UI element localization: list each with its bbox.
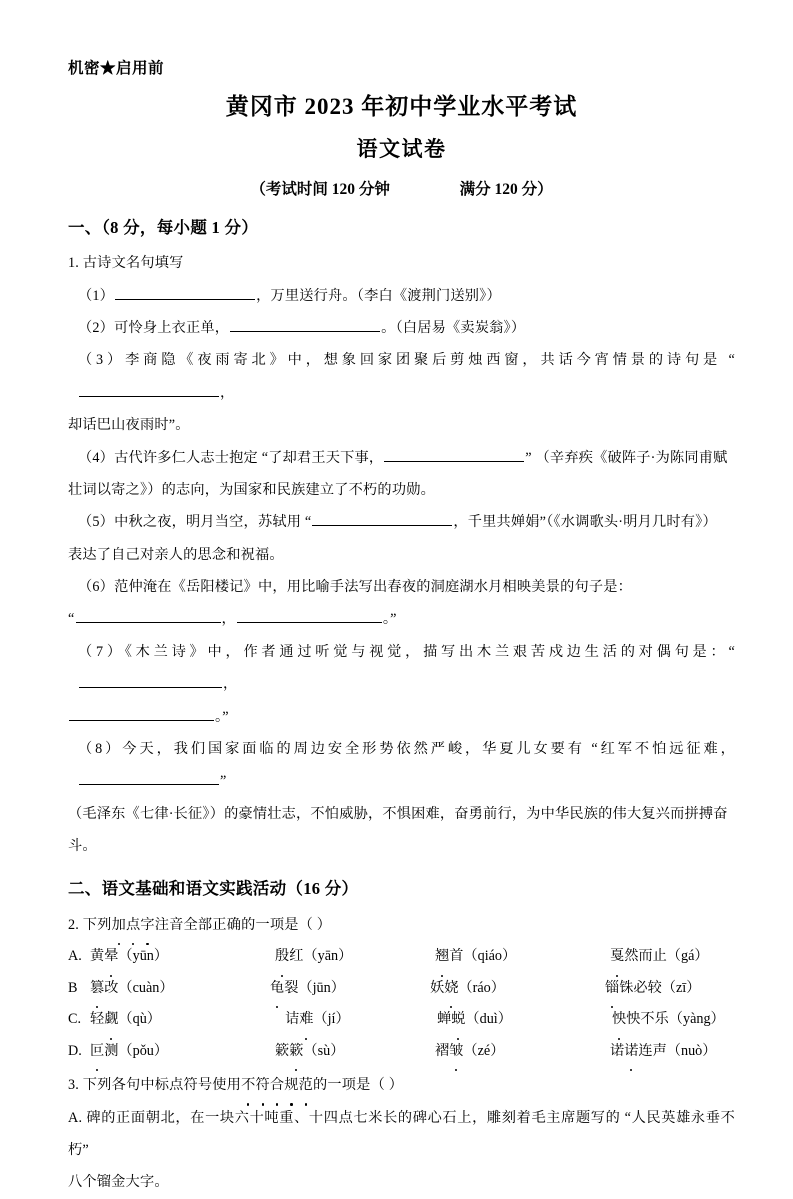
item-6-comma: ，: [221, 611, 236, 628]
pinyin: （zī）: [661, 979, 701, 996]
option-c-word-4: [612, 1004, 725, 1036]
pinyin: （nuò）: [666, 1042, 717, 1059]
question-1-item-3-line2: 却话巴山夜雨时”。: [68, 417, 190, 434]
exam-meta: [68, 178, 735, 201]
question-2-stem: [68, 909, 735, 941]
pinyin: （zé）: [463, 1042, 505, 1059]
item-2-prefix: （2）可怜身上衣正单，: [78, 320, 230, 337]
item-8-quote-close: ”: [220, 773, 227, 790]
answer-blank[interactable]: [69, 705, 214, 720]
option-c-word-2: [285, 1004, 437, 1036]
word-post: 铢必较: [619, 979, 662, 996]
item-5-mid: ，千里共婵娟”（《水调歌头·明月几时有》）: [453, 514, 717, 531]
dotted-char: 龟: [270, 973, 284, 1005]
pinyin: （qù）: [118, 1011, 161, 1028]
item-6-quote-open: “: [68, 611, 75, 628]
item-6-end: 。”: [382, 611, 397, 628]
pinyin: （jí）: [313, 1011, 350, 1028]
word-post: 裂: [284, 979, 299, 996]
pinyin: （cuàn）: [118, 979, 174, 996]
pinyin: （pǒu）: [118, 1042, 169, 1059]
question-1-item-2: [68, 312, 735, 344]
item-3-prefix: （3）李商隐《夜雨寄北》中，想象回家团聚后剪烛西窗，共话今宵情景的诗句是 “: [78, 352, 735, 369]
question-1-item-8: [68, 733, 735, 798]
question-1-item-4: [68, 442, 735, 474]
answer-blank[interactable]: [79, 673, 222, 688]
pinyin: （gá）: [666, 948, 709, 965]
word-pre: 黄: [90, 948, 105, 965]
dotted-char: 簌: [289, 1036, 303, 1068]
option-d-word-1: [90, 1036, 275, 1068]
item-7-comma: ，: [223, 676, 238, 693]
question-3-option-a-line1: A. 碑的正面朝北，在一块六十吨重、十四点七米长的碑心石上，雕刻着毛主席题写的 “人民英雄永垂不朽”: [68, 1109, 735, 1159]
word-pre: 簌: [275, 1042, 290, 1059]
item-4-mid: ” （辛弃疾《破阵子·为陈同甫赋: [525, 449, 728, 466]
item-4-prefix: （4）古代许多仁人志士抱定 “了却君王天下事，: [78, 449, 384, 466]
option-a[interactable]: [68, 941, 735, 973]
dotted-char: 戛: [610, 941, 624, 973]
word-post: 改: [104, 979, 119, 996]
option-d[interactable]: [68, 1036, 735, 1068]
exam-total-score: 满分 120 分）: [459, 180, 553, 198]
option-b-word-4: [605, 973, 700, 1005]
pinyin: （duì）: [465, 1011, 512, 1028]
item-1-suffix: ，万里送行舟。（李白《渡荆门送别》）: [256, 287, 501, 304]
section-one-heading: 一、（8 分，每小题 1 分）: [68, 217, 259, 237]
dotted-char: 蜕: [451, 1004, 465, 1036]
question-1-item-1: [68, 280, 735, 312]
pinyin: （yān）: [303, 948, 353, 965]
q3-stem-suffix: 的一项是（ ）: [313, 1077, 404, 1094]
option-b-word-3: [430, 973, 605, 1005]
exam-duration: （考试时间 120 分钟: [250, 180, 390, 198]
word-post: 首: [449, 948, 464, 965]
word-post: 怏不乐: [626, 1011, 669, 1028]
question-1-item-7: [68, 636, 735, 701]
q3-stem-prefix: 3. 下列各句中标点符号使用: [68, 1077, 242, 1094]
answer-blank[interactable]: [115, 285, 255, 300]
item-8-prefix: （8）今天，我们国家面临的周边安全形势依然严峻，华夏儿女要有 “红军不怕远征难，: [78, 740, 735, 757]
word-pre: 诺: [610, 1042, 625, 1059]
word-post: 红: [289, 948, 304, 965]
confidential-notice: 机密★启用前: [68, 60, 165, 77]
page-content: [68, 58, 735, 1199]
dotted-char: 觑: [104, 1004, 118, 1036]
pinyin: （qiáo）: [463, 948, 517, 965]
dotted-char: 娆: [444, 973, 458, 1005]
option-b-label: B: [68, 979, 78, 996]
q2-stem-suffix: 注音全部正确的一项是（ ）: [154, 916, 332, 933]
question-1-item-7-line2: [68, 701, 735, 733]
question-1-item-6-blanks: [68, 603, 735, 635]
question-1-item-3: [68, 344, 735, 409]
answer-blank[interactable]: [312, 511, 452, 526]
question-1-item-8-line2: （毛泽东《七律·长征》）的豪情壮志，不怕威胁，不惧困难，奋勇前行，为中华民族的伟大复兴而拼搏奋: [68, 805, 728, 822]
dotted-char: 叵: [90, 1036, 104, 1068]
option-d-word-3: [435, 1036, 610, 1068]
dotted-char: 诺: [624, 1036, 638, 1068]
dotted-char: 皱: [449, 1036, 463, 1068]
option-b-word-2: [270, 973, 430, 1005]
q2-emphasis-dotted-text: 加点字: [112, 909, 155, 941]
answer-blank[interactable]: [230, 317, 380, 332]
question-2-options: [68, 941, 735, 1067]
dotted-char: 翘: [435, 941, 449, 973]
option-a-word-1: [90, 941, 275, 973]
question-1-item-4-line2: 壮词以寄之》）的志向，为国家和民族建立了不朽的功勋。: [68, 481, 435, 498]
option-a-word-2: [275, 941, 435, 973]
question-3-stem: [68, 1069, 735, 1101]
answer-blank[interactable]: [384, 446, 524, 461]
exam-title: 黄冈市 2023 年初中学业水平考试: [225, 93, 578, 119]
option-b-word-1: [90, 973, 270, 1005]
word-pre: 蝉: [437, 1011, 452, 1028]
word-pre: 褶: [435, 1042, 450, 1059]
paper-title: 语文试卷: [356, 137, 447, 162]
option-c-word-1: [90, 1004, 285, 1036]
dotted-char: 怏: [612, 1004, 626, 1036]
pinyin: （jūn）: [298, 979, 345, 996]
pinyin: （ráo）: [458, 979, 505, 996]
question-1-item-8-line3: 斗。: [68, 838, 97, 855]
pinyin: （sù）: [303, 1042, 345, 1059]
option-a-word-3: [435, 941, 610, 973]
option-c-word-3: [437, 1004, 612, 1036]
item-2-suffix: 。（白居易《卖炭翁》）: [381, 320, 526, 337]
item-5-prefix: （5）中秋之夜，明月当空，苏轼用 “: [78, 514, 312, 531]
option-d-word-2: [275, 1036, 435, 1068]
dotted-char: 锱: [605, 973, 619, 1005]
answer-blank[interactable]: [76, 608, 221, 623]
q2-stem-prefix: 2. 下列: [68, 916, 112, 933]
question-1-label: 1. 古诗文名句填写: [68, 255, 184, 272]
item-3-comma: ，: [220, 384, 235, 401]
question-1-item-5: [68, 506, 735, 538]
option-c[interactable]: [68, 1004, 735, 1036]
word-post: 连声: [638, 1042, 667, 1059]
dotted-char: 难: [299, 1004, 313, 1036]
item-1-prefix: （1）: [78, 287, 115, 304]
pinyin: （yūn）: [118, 948, 169, 965]
question-3-option-a-line2: 八个镏金大字。: [68, 1174, 169, 1191]
q3-emphasis-dotted-text: 不符合规范: [241, 1069, 313, 1101]
answer-blank[interactable]: [79, 770, 219, 785]
question-1-item-5-line2: 表达了自己对亲人的思念和祝福。: [68, 546, 284, 563]
answer-blank[interactable]: [237, 608, 382, 623]
dotted-char: 晕: [104, 941, 118, 973]
word-pre: 诘: [285, 1011, 300, 1028]
dotted-char: 殷: [275, 941, 289, 973]
pinyin: （yàng）: [668, 1011, 725, 1028]
dotted-char: 篡: [90, 973, 104, 1005]
word-post: 测: [104, 1042, 119, 1059]
word-pre: 轻: [90, 1011, 105, 1028]
section-two-heading: 二、语文基础和语文实践活动（16 分）: [68, 879, 359, 899]
answer-blank[interactable]: [79, 382, 219, 397]
option-d-word-4: [610, 1036, 716, 1068]
question-1-item-6: （6）范仲淹在《岳阳楼记》中，用比喻手法写出春夜的洞庭湖水月相映美景的句子是：: [78, 579, 633, 596]
option-a-label: A.: [68, 948, 82, 965]
item-7-prefix: （7）《木兰诗》中，作者通过听觉与视觉，描写出木兰艰苦戍边生活的对偶句是：“: [78, 643, 735, 660]
option-a-word-4: [610, 941, 709, 973]
option-d-label: D.: [68, 1042, 82, 1059]
option-b[interactable]: [68, 973, 735, 1005]
option-c-label: C.: [68, 1011, 82, 1028]
word-pre: 妖: [430, 979, 445, 996]
item-7-end: 。”: [215, 708, 229, 725]
word-post: 然而止: [624, 948, 667, 965]
